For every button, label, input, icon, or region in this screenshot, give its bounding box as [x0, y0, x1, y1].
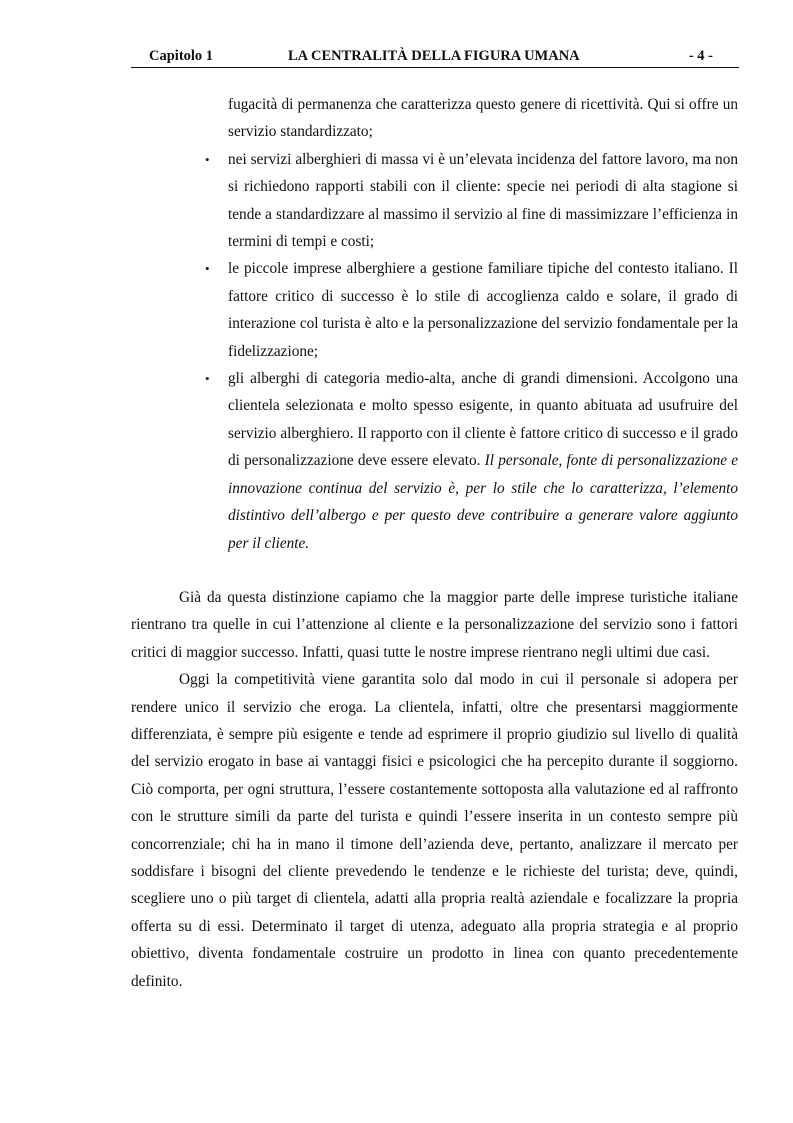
page-header [131, 47, 739, 68]
bullet-icon: • [205, 261, 210, 277]
list-item [205, 255, 738, 365]
chapter-title: LA CENTRALITÀ DELLA FIGURA UMANA [288, 48, 580, 64]
list-item [205, 146, 738, 256]
bullet-list [131, 146, 738, 557]
body-paragraph: Oggi la competitività viene garantita solo dal modo in cui il personale si adopera per rendere unico il servizio che eroga. La clientela, infatti, oltre che presentarsi maggiormente differenziata, è sempre più esigente e tende ad esprimere il proprio giudizio sul livello di qualità del servizio erogato in base ai vantaggi fisici e psicologici che ha percepito durante il soggiorno. Ciò comporta, per ogni struttura, l’essere costantemente sottoposta alla valutazione ed al raffronto con le strutture simili da parte del turista e quindi l’essere inserita in un contesto sempre più concorrenziale; chi ha in mano il timone dell’azienda deve, pertanto, analizzare il mercato per soddisfare i bisogni del cliente prevedendo le tendenze e le richieste del turista; deve, quindi, scegliere uno o più target di clientela, adatti alla propria realtà aziendale e focalizzare la propria offerta su di essi. Determinato il target di utenza, adeguato alla propria strategia e al proprio obiettivo, diventa fondamentale costruire un prodotto in linea con quanto precedentemente definito. [131, 671, 738, 990]
paragraph-gap [131, 557, 738, 584]
page-body [131, 91, 738, 995]
list-item-text: gli alberghi di categoria medio-alta, anche di grandi dimensioni. Accolgono una clientela selezionata e molto spesso esigente, in quanto abituata ad usufruire del servizio alberghiero. Il rapporto con il cliente è fattore critico di successo e il grado di personalizzazione deve essere elevato. [228, 370, 738, 470]
body-paragraph: Già da questa distinzione capiamo che la maggior parte delle imprese turistiche italiane rientrano tra quelle in cui l’attenzione al cliente e la personalizzazione del servizio sono i fattori critici di maggior successo. Infatti, quasi tutte le nostre imprese rientrano negli ultimi due casi. [131, 588, 738, 661]
bullet-icon: • [205, 151, 210, 167]
list-item [205, 365, 739, 557]
page-number: - 4 - [688, 48, 713, 64]
continued-text: fugacità di permanenza che caratterizza questo genere di ricettività. Qui si offre un servizio standardizzato; [228, 96, 738, 141]
chapter-label: Capitolo 1 [149, 48, 214, 64]
bullet-icon: • [205, 371, 210, 387]
list-item-text: nei servizi alberghieri di massa vi è un’elevata incidenza del fattore lavoro, ma non si richiedono rapporti stabili con il cliente: specie nei periodi di alta stagione si tende a standardizzare al massimo il servizio al fine di massimizzare l’efficienza in termini di tempi e costi; [228, 150, 738, 251]
list-item-text: le piccole imprese alberghiere a gestione familiare tipiche del contesto italiano. Il fattore critico di successo è lo stile di accoglienza caldo e solare, il grado di interazione col turista è alto e la personalizzazione del servizio fondamentale per la fidelizzazione; [228, 260, 738, 360]
list-item-italic-text: Il personale, fonte di personalizzazione e innovazione continua del servizio è, per lo stile che lo caratterizza, l’elemento distintivo dell’albergo e per questo deve contribuire a generare valore aggiunto per il cliente. [228, 452, 739, 552]
